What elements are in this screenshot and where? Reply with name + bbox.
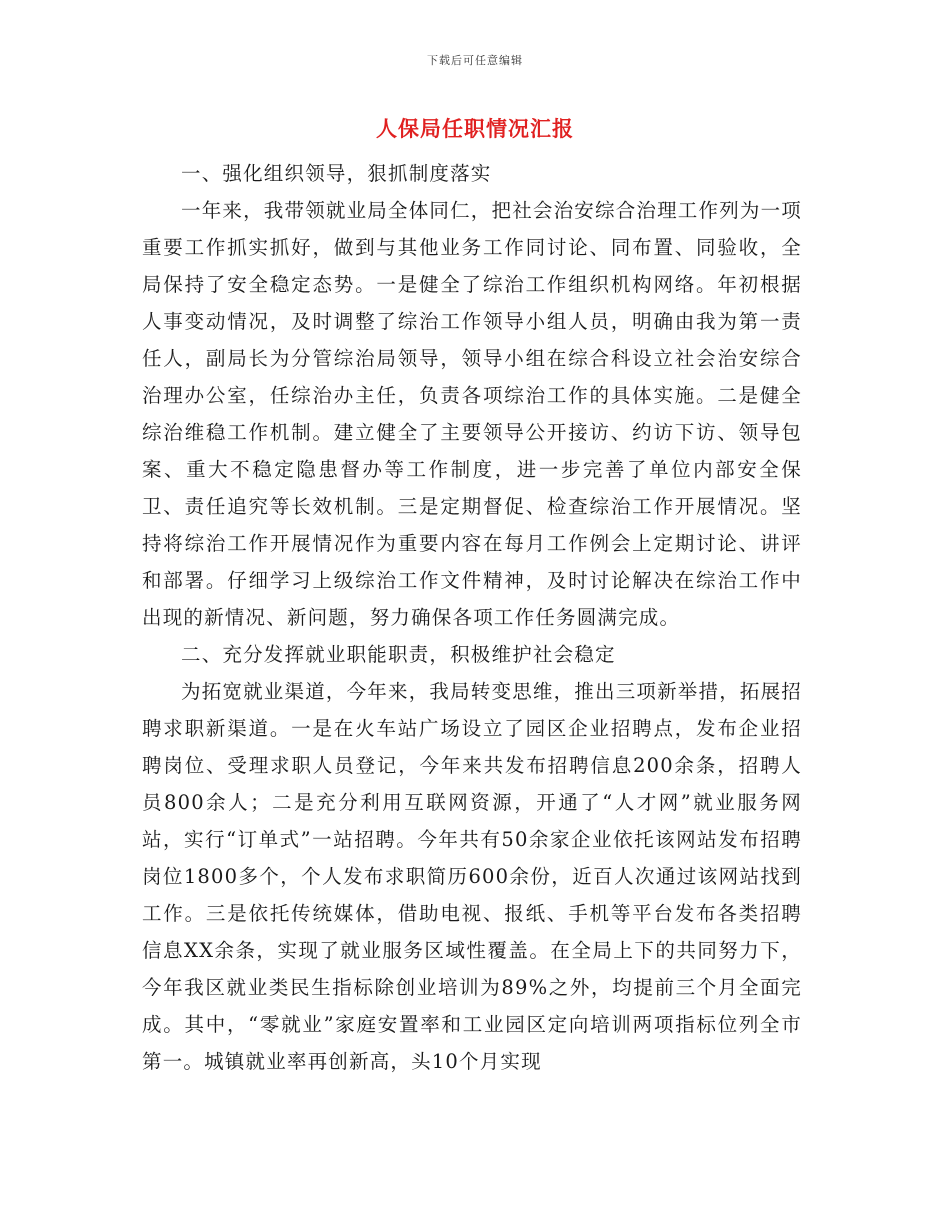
header-note: 下载后可任意编辑 xyxy=(427,54,523,67)
section-paragraph-1: 一年来，我带领就业局全体同仁，把社会治安综合治理工作列为一项重要工作抓实抓好，做到与其他业务工作同讨论、同布置、同验收，全局保持了安全稳定态势。一是健全了综治工作组织机构网络。年初根据人事变动情况，及时调整了综治工作领导小组人员，明确由我为第一责任人，副局长为分管综治局领导，领导小组在综合科设立社会治安综合治理办公室，任综治办主任，负责各项综治工作的具体实施。二是健全综治维稳工作机制。建立健全了主要领导公开接访、约访下访、领导包案、重大不稳定隐患督办等工作制度，进一步完善了单位内部安全保卫、责任追究等长效机制。三是定期督促、检查综治工作开展情况。坚持将综治工作开展情况作为重要内容在每月工作例会上定期讨论、讲评和部署。仔细学习上级综治工作文件精神，及时讨论解决在综治工作中出现的新情况、新问题，努力确保各项工作任务圆满完成。 xyxy=(142,199,803,629)
section-heading-2: 二、充分发挥就业职能职责，积极维护社会稳定 xyxy=(181,643,616,666)
section-heading-1: 一、强化组织领导，狠抓制度落实 xyxy=(181,162,492,185)
document-title: 人保局任职情况汇报 xyxy=(376,116,574,141)
section-paragraph-2: 为拓宽就业渠道，今年来，我局转变思维，推出三项新举措，拓展招聘求职新渠道。一是在火车站广场设立了园区企业招聘点，发布企业招聘岗位、受理求职人员登记，今年来共发布招聘信息200余条，招聘人员800余人；二是充分利用互联网资源，开通了“人才网”就业服务网站，实行“订单式”一站招聘。今年共有50余家企业依托该网站发布招聘岗位1800多个，个人发布求职简历600余份，近百人次通过该网站找到工作。三是依托传统媒体，借助电视、报纸、手机等平台发布各类招聘信息XX余条，实现了就业服务区域性覆盖。在全局上下的共同努力下，今年我区就业类民生指标除创业培训为89%之外，均提前三个月全面完成。其中，“零就业”家庭安置率和工业园区定向培训两项指标位列全市第一。城镇就业率再创新高，头10个月实现 xyxy=(142,680,803,1073)
document-body xyxy=(142,155,802,1080)
